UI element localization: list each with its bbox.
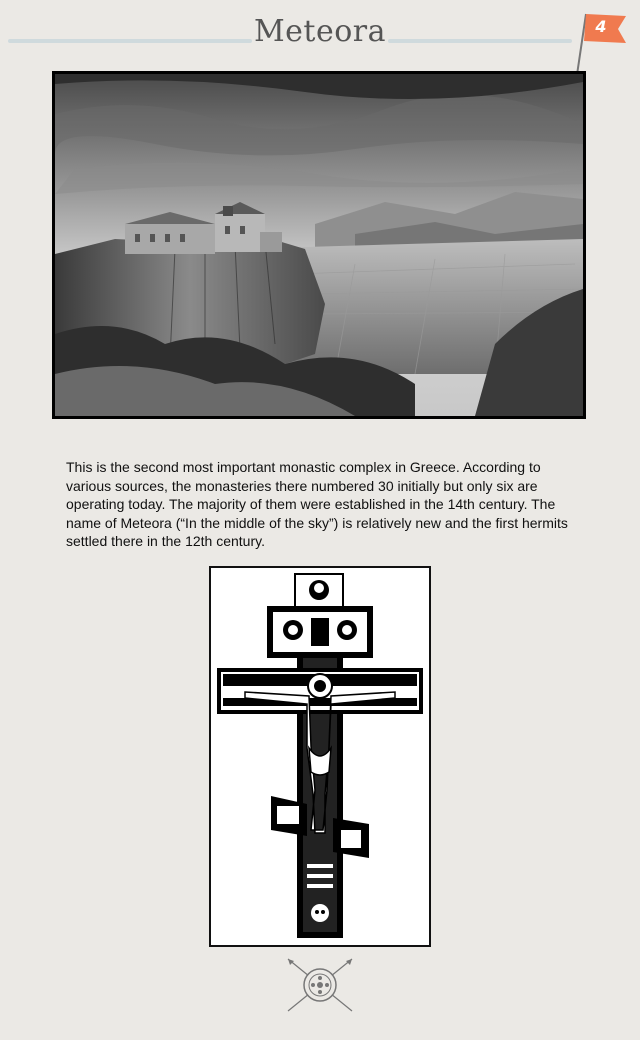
cross-illustration-frame xyxy=(209,566,431,947)
orthodox-cross-icon xyxy=(211,568,429,945)
body-paragraph: This is the second most important monastic complex in Greece. According to various sources, the monasteries there numbered 30 initially but only six are operating today. The majority of them were established in the 14th century. The name of Meteora (“In the middle of the sky”) is relatively new and the first hermits settled there in the 12th century. xyxy=(66,459,568,549)
meteora-photo xyxy=(52,71,586,419)
crossed-arrows-medallion-icon xyxy=(280,955,360,1015)
meteora-monastery-photo-icon xyxy=(55,74,583,416)
header-rule-left xyxy=(8,39,252,43)
header-rule-right xyxy=(388,39,572,43)
page-number: 4 xyxy=(595,17,607,36)
page-header xyxy=(0,0,640,70)
page-title: Meteora xyxy=(253,14,387,49)
